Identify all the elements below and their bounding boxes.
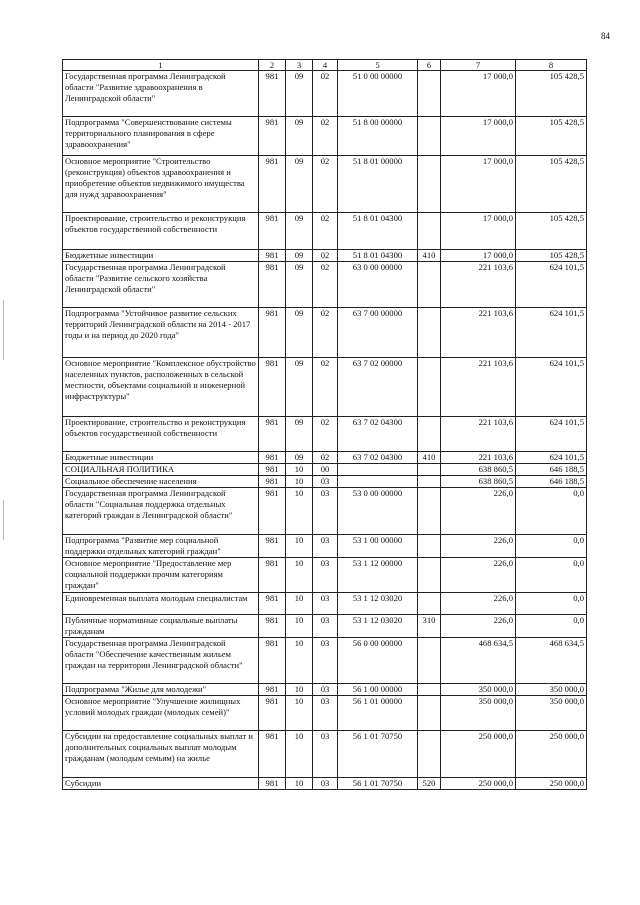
cell-expense-type (418, 156, 441, 213)
cell-target-article: 56 1 01 00000 (338, 696, 418, 731)
cell-subsection: 03 (313, 684, 338, 696)
cell-expense-type (418, 488, 441, 535)
cell-subsection: 00 (313, 464, 338, 476)
cell-amount-year2: 0,0 (516, 593, 587, 615)
cell-amount-year2: 105 428,5 (516, 250, 587, 262)
cell-amount-year1: 221 103,6 (441, 308, 516, 358)
cell-amount-year1: 221 103,6 (441, 417, 516, 452)
cell-code-ministry: 981 (259, 488, 286, 535)
table-row (63, 213, 587, 250)
table-row (63, 476, 587, 488)
cell-code-ministry: 981 (259, 731, 286, 778)
table-row (63, 696, 587, 731)
cell-expense-type (418, 262, 441, 308)
cell-section: 10 (286, 535, 313, 558)
page-number: 84 (601, 31, 610, 41)
table-row (63, 452, 587, 464)
row-name: Единовременная выплата молодым специалистам (63, 593, 259, 615)
cell-target-article: 51 8 00 00000 (338, 117, 418, 156)
cell-target-article: 56 1 01 70750 (338, 778, 418, 790)
cell-section: 10 (286, 593, 313, 615)
table-row (63, 262, 587, 308)
cell-target-article (338, 464, 418, 476)
cell-expense-type (418, 464, 441, 476)
row-name: Подпрограмма "Устойчивое развитие сельских территорий Ленинградской области на 2014 - 2017 годы и на период до 2020 года" (63, 308, 259, 358)
cell-amount-year2: 0,0 (516, 558, 587, 593)
row-name: Основное мероприятие "Строительство (реконструкция) объектов здравоохранения и приобретение объектов недвижимого имущества для нужд здравоохранения" (63, 156, 259, 213)
cell-target-article: 51 8 01 00000 (338, 156, 418, 213)
row-name: Государственная программа Ленинградской области "Социальная поддержка отдельных категорий граждан в Ленинградской области" (63, 488, 259, 535)
table-row (63, 464, 587, 476)
table-row (63, 71, 587, 117)
cell-subsection: 02 (313, 417, 338, 452)
col-header: 4 (313, 60, 338, 71)
cell-expense-type: 310 (418, 615, 441, 638)
cell-subsection: 03 (313, 488, 338, 535)
cell-amount-year1: 221 103,6 (441, 262, 516, 308)
cell-amount-year1: 221 103,6 (441, 358, 516, 417)
cell-section: 10 (286, 558, 313, 593)
table-row (63, 731, 587, 778)
table-row (63, 535, 587, 558)
col-header: 5 (338, 60, 418, 71)
table-row (63, 778, 587, 790)
cell-subsection: 02 (313, 262, 338, 308)
table-row (63, 417, 587, 452)
cell-subsection: 03 (313, 731, 338, 778)
row-name: Государственная программа Ленинградской области "Обеспечение качественным жильем граждан на территории Ленинградской области" (63, 638, 259, 684)
cell-code-ministry: 981 (259, 778, 286, 790)
row-name: Проектирование, строительство и реконструкция объектов государственной собственности (63, 213, 259, 250)
cell-expense-type: 410 (418, 250, 441, 262)
cell-amount-year1: 638 860,5 (441, 476, 516, 488)
row-name: Государственная программа Ленинградской области "Развитие сельского хозяйства Ленинградской области" (63, 262, 259, 308)
cell-section: 09 (286, 250, 313, 262)
cell-target-article: 53 0 00 00000 (338, 488, 418, 535)
cell-target-article: 51 0 00 00000 (338, 71, 418, 117)
cell-target-article: 56 1 00 00000 (338, 684, 418, 696)
cell-expense-type (418, 476, 441, 488)
cell-code-ministry: 981 (259, 638, 286, 684)
cell-section: 10 (286, 464, 313, 476)
cell-section: 09 (286, 358, 313, 417)
cell-subsection: 03 (313, 535, 338, 558)
row-name: Основное мероприятие "Улучшение жилищных условий молодых граждан (молодых семей)" (63, 696, 259, 731)
cell-amount-year1: 226,0 (441, 488, 516, 535)
col-header: 8 (516, 60, 587, 71)
cell-section: 09 (286, 417, 313, 452)
cell-target-article: 51 8 01 04300 (338, 213, 418, 250)
cell-amount-year1: 350 000,0 (441, 684, 516, 696)
cell-expense-type (418, 417, 441, 452)
cell-code-ministry: 981 (259, 452, 286, 464)
row-name: Бюджетные инвестиции (63, 250, 259, 262)
cell-amount-year1: 221 103,6 (441, 452, 516, 464)
cell-amount-year1: 638 860,5 (441, 464, 516, 476)
table-row (63, 638, 587, 684)
cell-section: 09 (286, 308, 313, 358)
cell-target-article: 53 1 00 00000 (338, 535, 418, 558)
cell-expense-type (418, 358, 441, 417)
cell-code-ministry: 981 (259, 117, 286, 156)
cell-target-article: 53 1 12 03020 (338, 593, 418, 615)
col-header: 2 (259, 60, 286, 71)
cell-code-ministry: 981 (259, 213, 286, 250)
cell-section: 09 (286, 262, 313, 308)
row-name: Подпрограмма "Развитие мер социальной поддержки отдельных категорий граждан" (63, 535, 259, 558)
cell-code-ministry: 981 (259, 696, 286, 731)
cell-amount-year2: 624 101,5 (516, 308, 587, 358)
cell-target-article: 63 0 00 00000 (338, 262, 418, 308)
cell-amount-year2: 250 000,0 (516, 731, 587, 778)
cell-amount-year2: 624 101,5 (516, 417, 587, 452)
cell-section: 10 (286, 684, 313, 696)
cell-section: 09 (286, 71, 313, 117)
row-name: Проектирование, строительство и реконструкция объектов государственной собственности (63, 417, 259, 452)
row-name: Государственная программа Ленинградской области "Развитие здравоохранения в Ленинградской области" (63, 71, 259, 117)
col-header: 6 (418, 60, 441, 71)
cell-target-article: 51 8 01 04300 (338, 250, 418, 262)
cell-amount-year2: 624 101,5 (516, 452, 587, 464)
cell-section: 10 (286, 488, 313, 535)
cell-subsection: 02 (313, 156, 338, 213)
cell-amount-year1: 17 000,0 (441, 213, 516, 250)
col-header: 1 (63, 60, 259, 71)
cell-amount-year1: 226,0 (441, 593, 516, 615)
table-row (63, 615, 587, 638)
cell-target-article: 63 7 02 04300 (338, 452, 418, 464)
cell-expense-type (418, 213, 441, 250)
cell-code-ministry: 981 (259, 250, 286, 262)
cell-subsection: 03 (313, 638, 338, 684)
cell-section: 10 (286, 731, 313, 778)
cell-expense-type (418, 696, 441, 731)
col-header: 3 (286, 60, 313, 71)
cell-amount-year2: 624 101,5 (516, 358, 587, 417)
cell-amount-year2: 105 428,5 (516, 71, 587, 117)
cell-target-article (338, 476, 418, 488)
cell-amount-year1: 250 000,0 (441, 778, 516, 790)
cell-amount-year2: 250 000,0 (516, 778, 587, 790)
cell-section: 09 (286, 452, 313, 464)
cell-code-ministry: 981 (259, 417, 286, 452)
cell-code-ministry: 981 (259, 593, 286, 615)
cell-expense-type: 520 (418, 778, 441, 790)
cell-amount-year1: 350 000,0 (441, 696, 516, 731)
cell-expense-type (418, 684, 441, 696)
cell-amount-year1: 17 000,0 (441, 71, 516, 117)
cell-section: 10 (286, 615, 313, 638)
cell-amount-year1: 250 000,0 (441, 731, 516, 778)
row-name: Основное мероприятие "Предоставление мер социальной поддержки прочим категориям граждан" (63, 558, 259, 593)
cell-expense-type (418, 535, 441, 558)
cell-target-article: 56 0 00 00000 (338, 638, 418, 684)
cell-target-article: 53 1 12 03020 (338, 615, 418, 638)
cell-amount-year2: 646 188,5 (516, 464, 587, 476)
cell-subsection: 03 (313, 696, 338, 731)
cell-expense-type: 410 (418, 452, 441, 464)
cell-subsection: 03 (313, 593, 338, 615)
cell-subsection: 03 (313, 558, 338, 593)
row-name: Публичные нормативные социальные выплаты гражданам (63, 615, 259, 638)
cell-amount-year2: 624 101,5 (516, 262, 587, 308)
cell-expense-type (418, 731, 441, 778)
cell-section: 10 (286, 476, 313, 488)
cell-code-ministry: 981 (259, 156, 286, 213)
budget-table (62, 59, 587, 790)
cell-expense-type (418, 308, 441, 358)
cell-subsection: 02 (313, 117, 338, 156)
row-name: Основное мероприятие "Комплексное обустройство населенных пунктов, расположенных в сельской местности, объектами социальной и инженерной инфраструктуры" (63, 358, 259, 417)
cell-section: 10 (286, 638, 313, 684)
cell-subsection: 02 (313, 358, 338, 417)
table-row (63, 308, 587, 358)
cell-amount-year2: 350 000,0 (516, 696, 587, 731)
cell-code-ministry: 981 (259, 262, 286, 308)
cell-target-article: 56 1 01 70750 (338, 731, 418, 778)
cell-subsection: 02 (313, 213, 338, 250)
cell-subsection: 03 (313, 615, 338, 638)
table-row (63, 684, 587, 696)
cell-amount-year1: 17 000,0 (441, 117, 516, 156)
row-name: СОЦИАЛЬНАЯ ПОЛИТИКА (63, 464, 259, 476)
cell-amount-year1: 226,0 (441, 615, 516, 638)
cell-target-article: 53 1 12 00000 (338, 558, 418, 593)
row-name: Подпрограмма "Совершенствование системы территориального планирования в сфере здравоохранения" (63, 117, 259, 156)
table-row (63, 558, 587, 593)
cell-expense-type (418, 71, 441, 117)
cell-amount-year1: 17 000,0 (441, 156, 516, 213)
cell-amount-year1: 226,0 (441, 558, 516, 593)
cell-subsection: 03 (313, 778, 338, 790)
cell-target-article: 63 7 02 04300 (338, 417, 418, 452)
table-row (63, 250, 587, 262)
cell-expense-type (418, 558, 441, 593)
scan-edge-mark (3, 500, 4, 540)
cell-amount-year2: 468 634,5 (516, 638, 587, 684)
cell-amount-year2: 0,0 (516, 488, 587, 535)
cell-subsection: 02 (313, 308, 338, 358)
row-name: Бюджетные инвестиции (63, 452, 259, 464)
cell-code-ministry: 981 (259, 358, 286, 417)
cell-expense-type (418, 638, 441, 684)
cell-amount-year2: 0,0 (516, 615, 587, 638)
row-name: Субсидии на предоставление социальных выплат и дополнительных социальных выплат молодым гражданам (молодым семьям) на жилье (63, 731, 259, 778)
cell-code-ministry: 981 (259, 476, 286, 488)
cell-subsection: 02 (313, 71, 338, 117)
cell-subsection: 02 (313, 452, 338, 464)
table-row (63, 117, 587, 156)
cell-target-article: 63 7 00 00000 (338, 308, 418, 358)
cell-code-ministry: 981 (259, 684, 286, 696)
cell-code-ministry: 981 (259, 464, 286, 476)
cell-amount-year1: 226,0 (441, 535, 516, 558)
cell-amount-year2: 105 428,5 (516, 156, 587, 213)
row-name: Социальное обеспечение населения (63, 476, 259, 488)
cell-code-ministry: 981 (259, 615, 286, 638)
table-row (63, 593, 587, 615)
cell-subsection: 03 (313, 476, 338, 488)
cell-amount-year1: 17 000,0 (441, 250, 516, 262)
cell-section: 10 (286, 778, 313, 790)
cell-amount-year2: 105 428,5 (516, 117, 587, 156)
header-row (63, 60, 587, 71)
cell-amount-year2: 646 188,5 (516, 476, 587, 488)
cell-amount-year2: 105 428,5 (516, 213, 587, 250)
table-row (63, 358, 587, 417)
cell-section: 10 (286, 696, 313, 731)
cell-code-ministry: 981 (259, 535, 286, 558)
table-row (63, 156, 587, 213)
cell-subsection: 02 (313, 250, 338, 262)
row-name: Подпрограмма "Жилье для молодежи" (63, 684, 259, 696)
cell-amount-year2: 350 000,0 (516, 684, 587, 696)
cell-expense-type (418, 593, 441, 615)
cell-section: 09 (286, 213, 313, 250)
cell-amount-year1: 468 634,5 (441, 638, 516, 684)
scan-edge-mark (3, 300, 4, 360)
col-header: 7 (441, 60, 516, 71)
cell-section: 09 (286, 117, 313, 156)
cell-code-ministry: 981 (259, 308, 286, 358)
cell-amount-year2: 0,0 (516, 535, 587, 558)
cell-section: 09 (286, 156, 313, 213)
row-name: Субсидии (63, 778, 259, 790)
cell-target-article: 63 7 02 00000 (338, 358, 418, 417)
cell-code-ministry: 981 (259, 71, 286, 117)
cell-code-ministry: 981 (259, 558, 286, 593)
cell-expense-type (418, 117, 441, 156)
table-row (63, 488, 587, 535)
